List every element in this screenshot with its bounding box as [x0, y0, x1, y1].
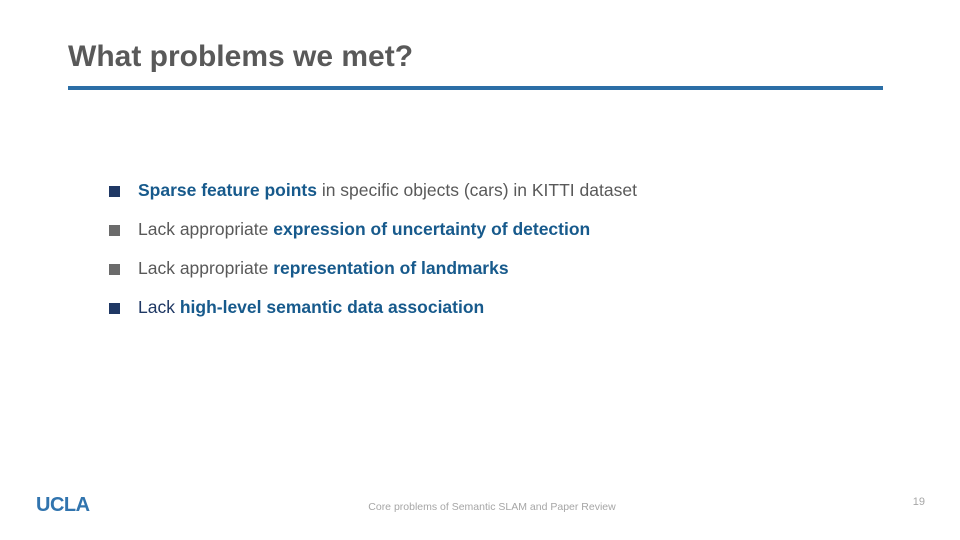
bullet-item	[109, 258, 637, 278]
bullet-text-segment: high-level semantic data association	[179, 296, 485, 317]
bullet-text	[138, 219, 590, 240]
title-underline-rule	[68, 86, 883, 90]
bullet-text-segment: representation of landmarks	[273, 257, 509, 278]
slide-title: What problems we met?	[68, 40, 414, 73]
bullet-text	[138, 258, 509, 279]
bullet-text-segment: Lack	[138, 296, 180, 317]
page-number: 19	[912, 496, 925, 508]
bullet-text-segment: Lack appropriate	[138, 218, 274, 239]
bullet-square-icon	[109, 225, 120, 236]
bullet-list	[109, 180, 637, 317]
bullet-square-icon	[109, 186, 120, 197]
bullet-text	[138, 297, 484, 318]
bullet-square-icon	[109, 264, 120, 275]
bullet-text-segment: Lack appropriate	[138, 257, 274, 278]
bullet-text-segment: expression of uncertainty of detection	[273, 218, 591, 239]
ucla-logo: UCLA	[36, 494, 90, 516]
footer-title: Core problems of Semantic SLAM and Paper Review	[368, 501, 616, 513]
bullet-square-icon	[109, 303, 120, 314]
bullet-item	[109, 180, 637, 200]
bullet-item	[109, 297, 637, 317]
bullet-text-segment: Sparse feature points	[138, 179, 317, 200]
bullet-text-segment: in specific objects (cars) in KITTI dataset	[316, 179, 637, 200]
bullet-item	[109, 219, 637, 239]
bullet-text	[138, 180, 637, 201]
